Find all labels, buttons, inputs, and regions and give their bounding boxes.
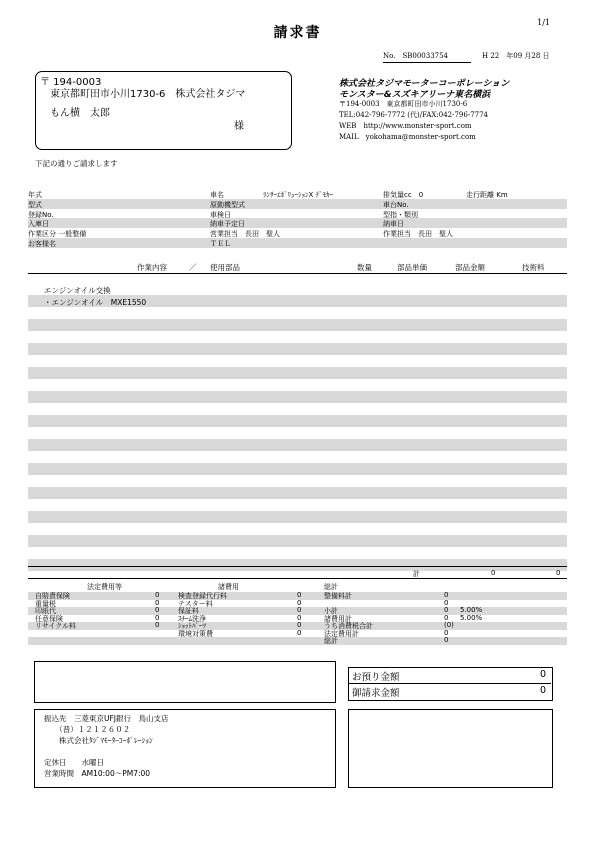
company-address: 〒194-0003 東京都町田市小川1730-6	[339, 100, 468, 108]
vehicle-field: 車検日	[210, 210, 231, 219]
summary-value: 0	[444, 591, 449, 599]
company-web: WEB http://www.monster-sport.com	[339, 122, 472, 130]
invoice-title: 請求書	[273, 25, 322, 41]
item-row-band	[28, 559, 567, 571]
deposit-value: 0	[540, 669, 547, 680]
summary-value: 0	[444, 628, 449, 637]
misc-fee-label: 保証料	[178, 607, 199, 615]
vehicle-field: 登録No.	[28, 210, 54, 219]
vehicle-field: 車台No.	[383, 200, 409, 209]
vehicle-field: ﾗﾝｻｰｴﾎﾞﾘｭｰｼｮﾝX ﾃﾞﾓｶｰ	[263, 191, 334, 199]
item-row-band	[28, 415, 567, 427]
stamp-box	[348, 709, 553, 788]
misc-fee-label: ｽﾁｰﾑ洗浄	[178, 614, 206, 623]
legal-fee-value: 0	[155, 621, 160, 629]
legal-fee-value: 0	[155, 598, 160, 607]
payment-line: 定休日 水曜日	[44, 758, 104, 767]
company-mail: MAIL yokohama@monster-sport.com	[339, 133, 476, 141]
payment-line: 振込先 三菱東京UFJ銀行 鳥山支店	[44, 714, 169, 723]
vehicle-field: 型指・類別	[383, 210, 418, 219]
vehicle-field: お客様名	[28, 240, 56, 248]
company-store-name: モンスター&スズキアリーナ東名横浜	[339, 90, 491, 100]
summary-label: 小計	[324, 607, 338, 615]
customer-honorific: 様	[234, 121, 244, 132]
column-header: 技術料	[522, 263, 545, 272]
summary-value: 0	[444, 613, 449, 622]
invoice-number: No. SB00033754	[383, 51, 471, 63]
header-divider	[28, 273, 567, 274]
invoice-date: H 22 年09 月28 日	[482, 52, 550, 60]
vehicle-row-band	[28, 199, 567, 209]
payment-line: （普）１２１２６０２	[44, 725, 131, 734]
greeting-text: 下記の通りご請求します	[35, 159, 118, 168]
vehicle-field: 走行距離 Km	[466, 191, 508, 199]
summary-rate: 5.00%	[460, 613, 483, 622]
customer-name: もん横 太郎	[50, 108, 110, 119]
misc-fee-value: 0	[297, 621, 302, 629]
payment-line: 株式会社ﾀｼﾞﾏﾓｰﾀｰｺｰﾎﾟﾚｰｼｮﾝ	[44, 736, 153, 745]
item-line: ・エンジンオイル MXE1550	[44, 298, 147, 307]
summary-rate: 5.00%	[460, 606, 483, 614]
fees-divider	[28, 578, 567, 579]
misc-fee-value: 0	[297, 591, 302, 599]
customer-address: 東京都町田市小川1730-6 株式会社タジマ	[50, 89, 246, 100]
deposit-label: お預り金額	[352, 672, 400, 683]
legal-fee-value: 0	[155, 606, 160, 614]
totals-divider	[349, 683, 551, 684]
vehicle-field: 型式	[28, 200, 42, 209]
column-header: 作業内容	[137, 263, 167, 272]
column-header: 部品単価	[397, 263, 427, 272]
vehicle-row-band	[28, 218, 567, 228]
misc-fee-value: 0	[297, 606, 302, 614]
company-tel-fax: TEL:042-796-7772 (代)/FAX:042-796-7774	[339, 111, 489, 119]
subtotal-parts: 0	[491, 569, 496, 577]
legal-fee-label: リサイクル料	[35, 622, 77, 630]
vehicle-field: 作業担当 長田 聖人	[383, 230, 453, 239]
summary-label: 諸費用計	[324, 614, 352, 623]
vehicle-field: 車名	[210, 191, 224, 199]
misc-fee-value: 0	[297, 598, 302, 607]
summary-label: 整備料計	[324, 592, 352, 600]
fees-row-band	[28, 637, 567, 645]
column-header: 数量	[357, 263, 372, 272]
item-row-band	[28, 463, 567, 475]
item-row-band	[28, 511, 567, 523]
vehicle-field: ＴＥＬ	[210, 240, 231, 248]
summary-label: 法定費用計	[324, 629, 359, 638]
item-line: エンジンオイル交換	[44, 286, 111, 295]
misc-fee-value: 0	[297, 628, 302, 637]
subtotal-labor: 0	[556, 569, 561, 577]
vehicle-field: 営業担当 長田 聖人	[210, 230, 280, 239]
legal-fee-label: 印紙代	[35, 607, 56, 615]
item-row-band	[28, 439, 567, 451]
misc-fee-label: 環境対策費	[178, 629, 213, 638]
legal-fee-value: 0	[155, 591, 160, 599]
summary-label: 総計	[324, 637, 338, 645]
vehicle-field: 納車日	[383, 220, 404, 229]
summary-value: 0	[444, 636, 449, 644]
summary-heading: 総計	[324, 583, 338, 591]
column-header: 使用部品	[210, 263, 240, 272]
summary-value: (0)	[444, 621, 454, 629]
subtotal-label: 計	[413, 570, 420, 578]
misc-fee-label: テスター料	[178, 599, 213, 608]
item-row-band	[28, 535, 567, 547]
page-number: 1/1	[537, 18, 550, 27]
summary-label: うち消費税合計	[324, 622, 373, 630]
summary-value: 0	[444, 598, 449, 607]
vehicle-field: 年式	[28, 191, 42, 199]
vehicle-row-band	[28, 238, 567, 248]
legal-fee-value: 0	[155, 613, 160, 622]
item-row-band	[28, 391, 567, 403]
vehicle-field: 納車予定日	[210, 220, 245, 229]
item-row-band	[28, 487, 567, 499]
legal-fee-label: 自賠責保険	[35, 592, 70, 600]
item-row-band	[28, 319, 567, 331]
company-name: 株式会社タジマモーターコーポレーション	[339, 79, 510, 89]
misc-fee-label: 検査登録代行料	[178, 592, 227, 600]
column-header: 部品金額	[455, 263, 485, 272]
legal-fee-label: 重量税	[35, 599, 56, 608]
misc-fee-value: 0	[297, 613, 302, 622]
column-header: ／	[189, 263, 197, 272]
misc-fee-label: ｼｮｯﾄﾊﾟｰﾂ	[178, 622, 206, 630]
customer-postal: 〒 194-0003	[40, 77, 102, 88]
invoice-total-label: 御請求金額	[352, 688, 400, 699]
summary-value: 0	[444, 606, 449, 614]
item-row-band	[28, 367, 567, 379]
subtotal-divider	[28, 566, 567, 567]
invoice-total-value: 0	[540, 685, 547, 696]
misc-fees-heading: 諸費用	[218, 583, 239, 591]
legal-fee-label: 任意保険	[35, 614, 63, 623]
payment-line: 営業時間 AM10:00～PM7:00	[44, 769, 151, 778]
item-row-band	[28, 343, 567, 355]
remarks-box	[34, 661, 336, 703]
vehicle-field: 作業区分 一般整備	[28, 230, 87, 239]
legal-fees-heading: 法定費用等	[87, 583, 122, 591]
vehicle-field: 入庫日	[28, 220, 49, 229]
vehicle-field: 排気量cc 0	[383, 191, 424, 199]
vehicle-field: 原動機型式	[210, 200, 245, 209]
